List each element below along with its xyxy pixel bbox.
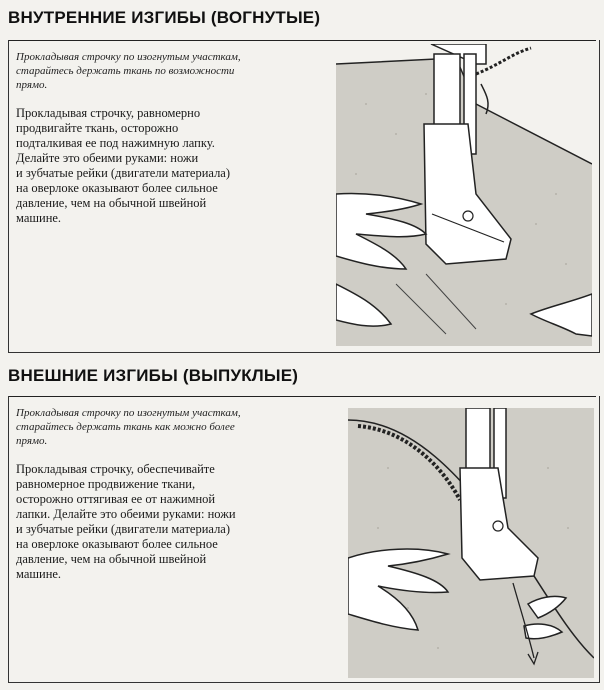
section1-body <box>16 106 316 226</box>
note-line: прямо. <box>16 435 48 447</box>
body-line: подталкивая ее под нажимную лапку. <box>16 136 215 150</box>
section2-note <box>16 406 306 448</box>
overlock-foot-convex-illustration <box>348 408 594 678</box>
section1-note <box>16 50 306 92</box>
body-line: и зубчатые рейки (двигатели материала) <box>16 522 231 536</box>
body-line: и зубчатые рейки (двигатели материала) <box>16 166 231 180</box>
body-line: продвигайте ткань, осторожно <box>16 121 179 135</box>
body-line: машине. <box>16 567 62 581</box>
note-line: Прокладывая строчку по изогнутым участкам, <box>16 407 241 419</box>
body-line: на оверлоке оказывают более сильное <box>16 537 218 551</box>
note-line: старайтесь держать ткань по возможности <box>16 65 235 77</box>
note-line: Прокладывая строчку по изогнутым участкам, <box>16 51 241 63</box>
body-line: Прокладывая строчку, равномерно <box>16 106 201 120</box>
body-line: давление, чем на обычной швейной <box>16 552 207 566</box>
section1-heading: ВНУТРЕННИЕ ИЗГИБЫ (ВОГНУТЫЕ) <box>8 8 321 27</box>
body-line: машине. <box>16 211 62 225</box>
body-line: Делайте это обеими руками: ножи <box>16 151 199 165</box>
body-line: Прокладывая строчку, обеспечивайте <box>16 462 215 476</box>
note-line: прямо. <box>16 79 48 91</box>
body-line: равномерное продвижение ткани, <box>16 477 196 491</box>
section2-body <box>16 462 316 582</box>
section2-heading: ВНЕШНИЕ ИЗГИБЫ (ВЫПУКЛЫЕ) <box>8 366 299 385</box>
body-line: на оверлоке оказывают более сильное <box>16 181 218 195</box>
overlock-foot-concave-illustration <box>336 44 592 346</box>
body-line: осторожно оттягивая ее от нажимной <box>16 492 216 506</box>
body-line: лапки. Делайте это обеими руками: ножи <box>16 507 236 521</box>
body-line: давление, чем на обычной швейной <box>16 196 207 210</box>
note-line: старайтесь держать ткань как можно более <box>16 421 235 433</box>
